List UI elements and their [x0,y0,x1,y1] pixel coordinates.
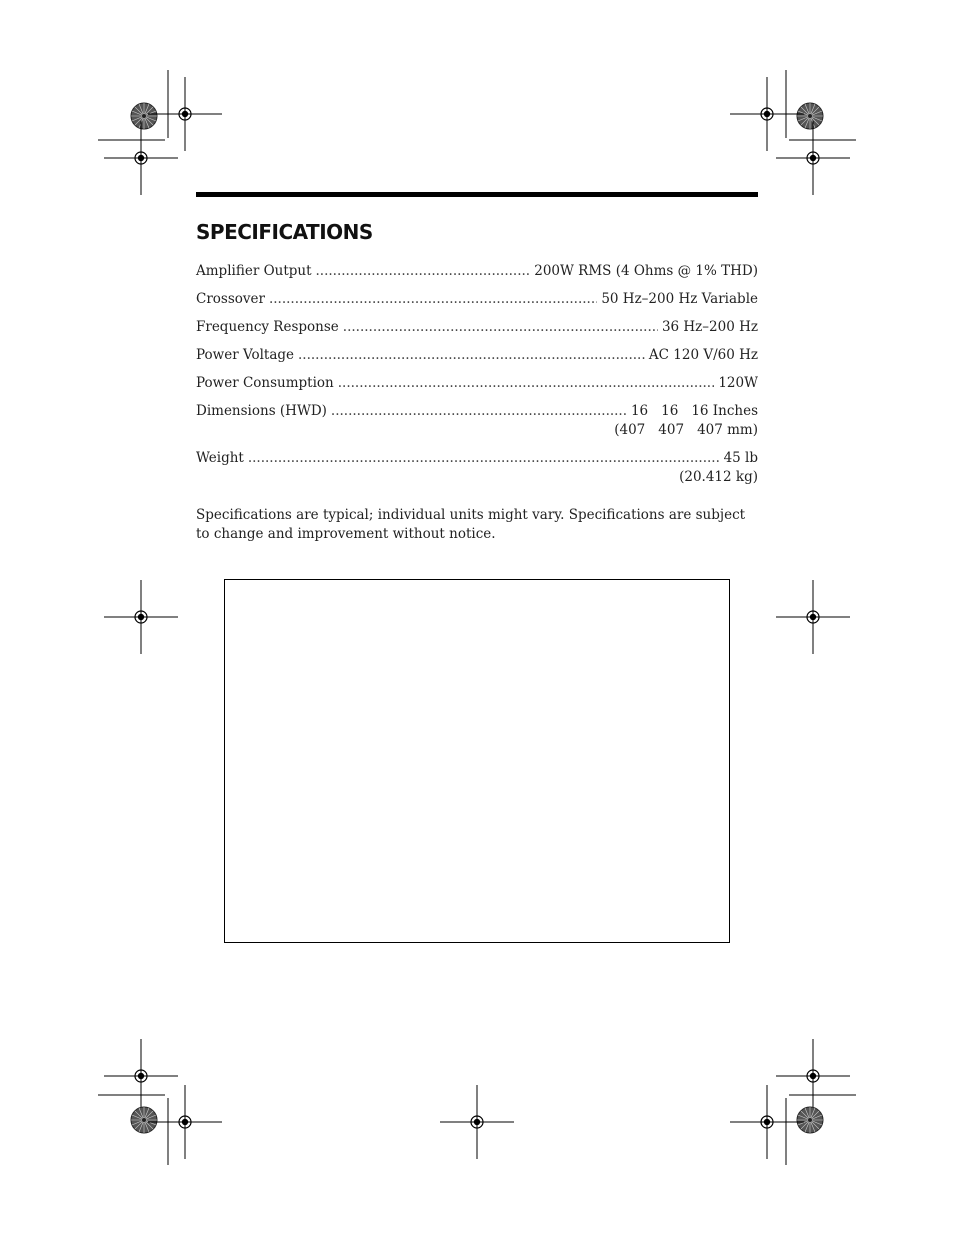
spec-label: Amplifier Output [196,263,312,279]
spec-value: 50 Hz–200 Hz Variable [601,291,758,307]
spec-row-weight [196,449,758,468]
dot-leader [298,346,645,365]
dot-leader [338,374,715,393]
registration-crosshair-icon [148,1085,222,1159]
section-top-rule [196,192,758,197]
dot-leader [316,262,531,281]
spec-label: Dimensions (HWD) [196,403,327,419]
spec-label: Crossover [196,291,265,307]
dot-leader [343,318,658,337]
registration-crosshair-icon [776,580,850,654]
spec-row [196,346,758,365]
spec-row [196,262,758,281]
registration-crosshair-icon [104,121,178,195]
empty-bordered-box [224,579,730,943]
spec-value-weight-metric: (20.412 kg) [679,469,758,485]
spec-value: 120W [718,375,758,391]
registration-starburst-icon [797,103,823,129]
spec-value: AC 120 V/60 Hz [648,347,758,363]
spec-value: 45 lb [723,450,758,466]
spec-label: Power Consumption [196,375,334,391]
dot-leader [331,402,627,421]
registration-starburst-icon [131,1107,157,1133]
spec-row [196,374,758,393]
spec-value-dimensions-mm: (407 407 407 mm) [614,422,758,438]
registration-crosshair-icon [776,1039,850,1113]
spec-row [196,318,758,337]
dot-leader [269,290,597,309]
registration-crosshair-icon [776,121,850,195]
dot-leader [248,449,720,468]
spec-row [196,290,758,309]
spec-label: Weight [196,450,244,466]
spec-label: Frequency Response [196,319,339,335]
registration-crosshair-icon [104,1039,178,1113]
registration-crosshair-icon [104,580,178,654]
spec-value: 36 Hz–200 Hz [661,319,758,335]
spec-value: 200W RMS (4 Ohms @ 1% THD) [534,263,758,279]
registration-starburst-icon [797,1107,823,1133]
registration-crosshair-icon [440,1085,514,1159]
registration-starburst-icon [131,103,157,129]
registration-crosshair-icon [730,1085,804,1159]
spec-row-dimensions [196,402,758,421]
specifications-list [196,262,758,487]
spec-label: Power Voltage [196,347,295,363]
section-heading: SPECIFICATIONS [196,220,373,244]
specifications-disclaimer: Specifications are typical; individual units might vary. Specifications are subject to change and improvement without notice. [196,507,746,542]
spec-value-dimensions-inches: 16 16 16 Inches [630,403,758,419]
